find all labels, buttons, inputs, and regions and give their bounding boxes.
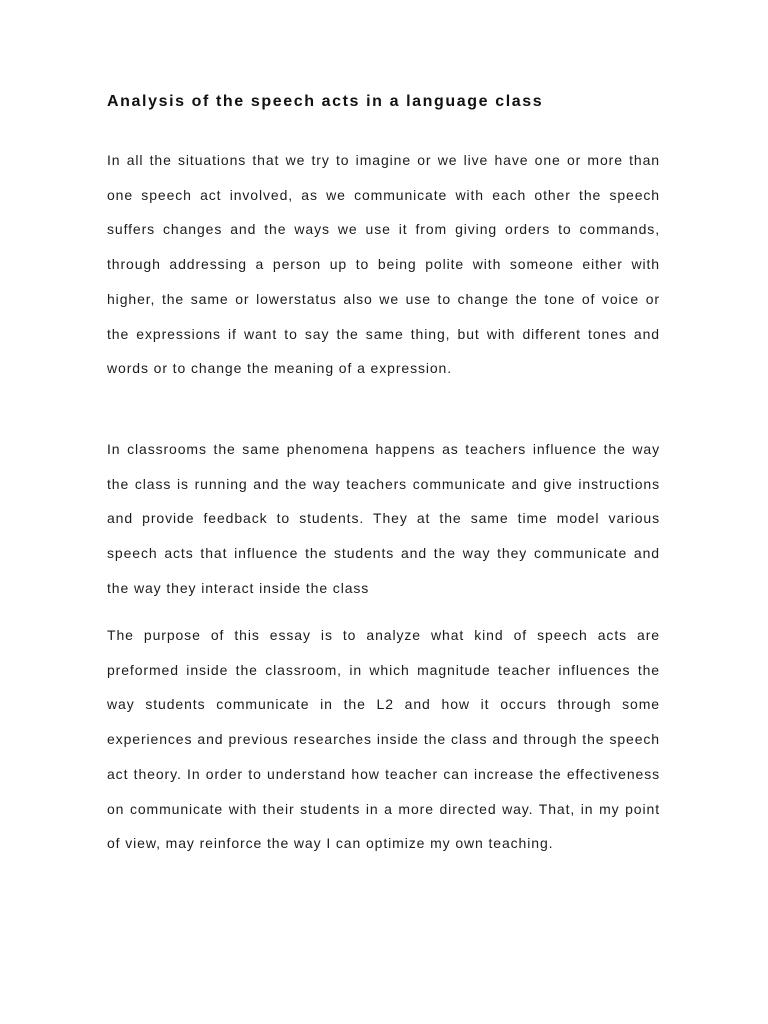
paragraph-classrooms: In classrooms the same phenomena happens as teachers influence the way the class is running and the way teachers communicate and give instructions and provide feedback to students. They at the same time model various speech acts that influence the students and the way they communicate and the way they interact inside the class xyxy=(107,441,660,596)
paragraph-purpose: The purpose of this essay is to analyze what kind of speech acts are preformed inside the classroom, in which magnitude teacher influences the way students communicate in the L2 and how it occurs through some experiences and previous researches inside the class and through the speech act theory. In order to understand how teacher can increase the effectiveness on communicate with their students in a more directed way. That, in my point of view, may reinforce the way I can optimize my own teaching. xyxy=(107,627,660,852)
document-title: Analysis of the speech acts in a language class xyxy=(107,93,544,110)
paragraph-intro: In all the situations that we try to imagine or we live have one or more than one speech act involved, as we communicate with each other the speech suffers changes and the ways we use it from giving orders to commands, through addressing a person up to being polite with someone either with higher, the same or lowerstatus also we use to change the tone of voice or the expressions if want to say the same thing, but with different tones and words or to change the meaning of a expression. xyxy=(107,152,660,377)
